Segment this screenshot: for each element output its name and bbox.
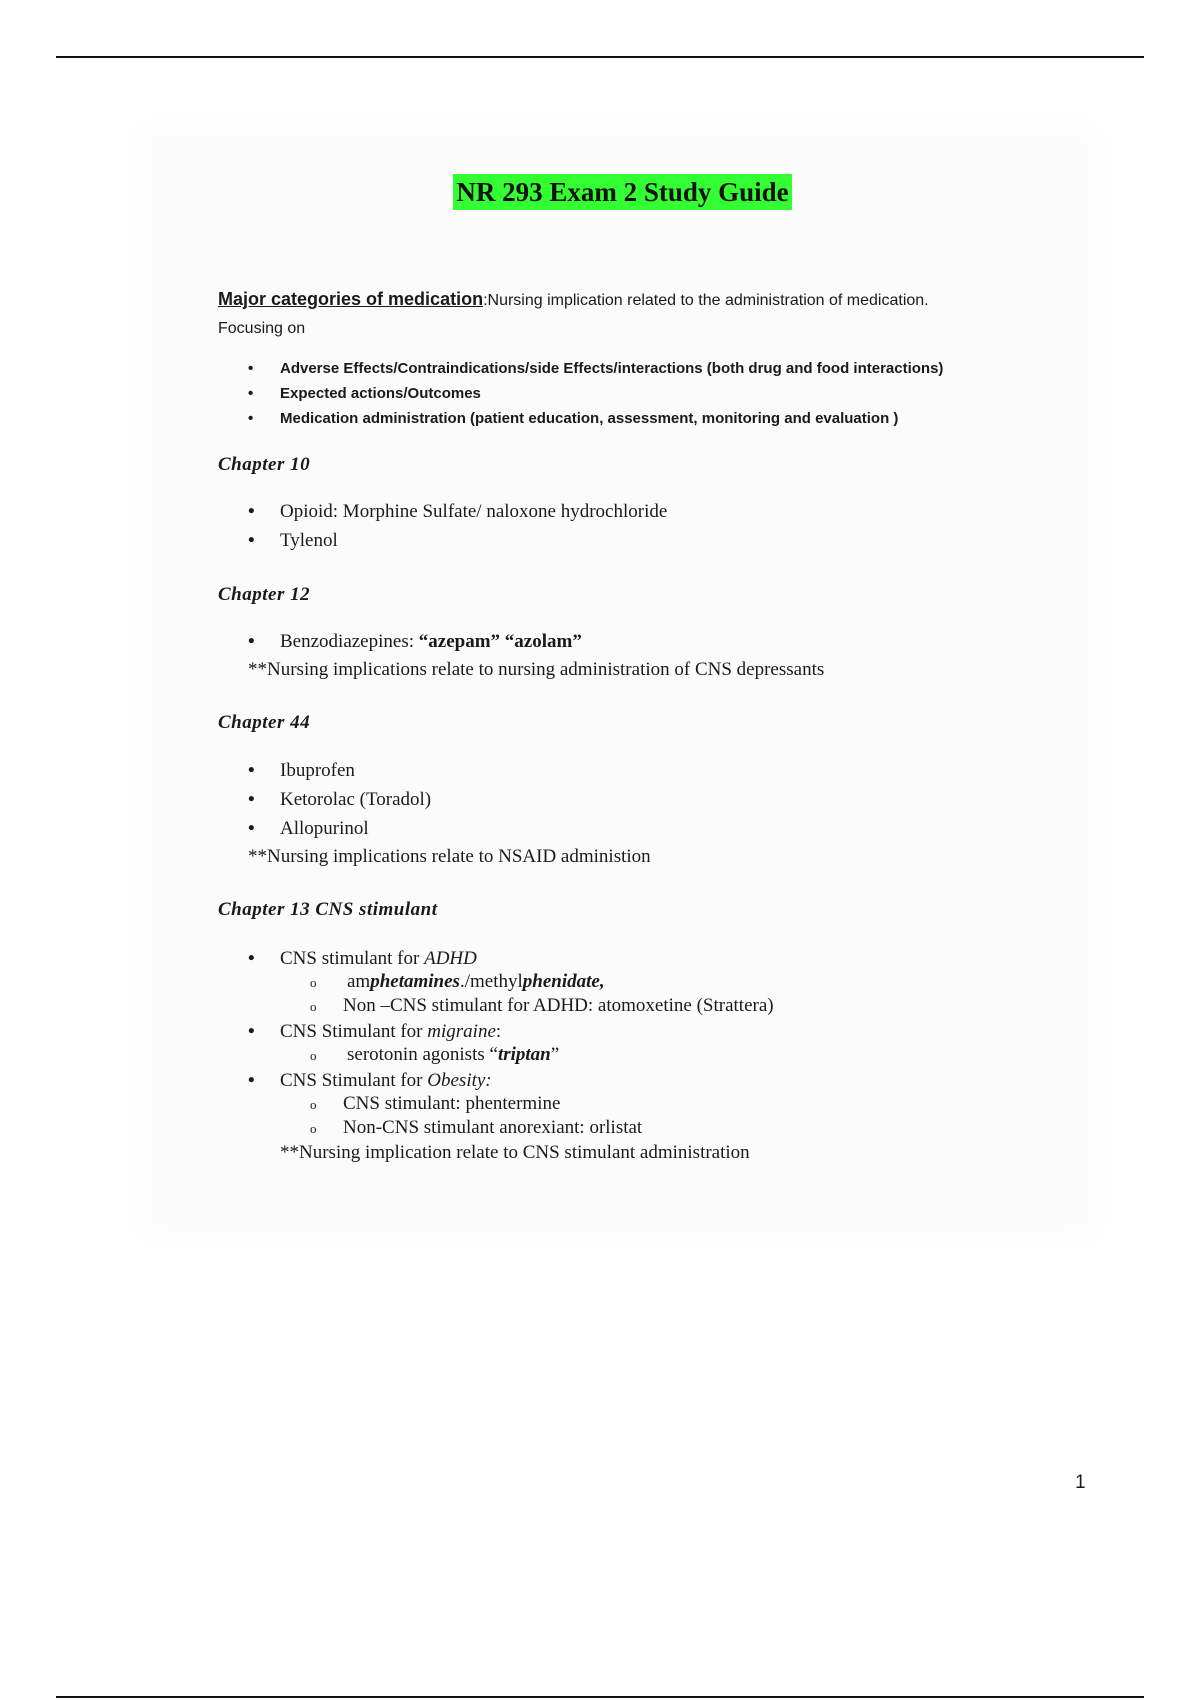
- list-item: [218, 1017, 501, 1046]
- list-item: • Allopurinol: [218, 814, 431, 843]
- phentermine: CNS stimulant: phentermine: [343, 1093, 561, 1114]
- benzo-suffixes: “azepam” “azolam”: [418, 631, 582, 652]
- list-item: [218, 944, 477, 973]
- adhd-sub-2: [310, 994, 774, 1019]
- list-item: • Medication administration (patient education, assessment, monitoring and evaluation ): [218, 406, 943, 431]
- benzo-prefix: Benzodiazepines:: [280, 631, 419, 652]
- chapter-44-list: [218, 756, 431, 843]
- chapter-12-heading: Chapter 12: [218, 584, 311, 605]
- obesity-sub-1: [310, 1092, 560, 1117]
- intro-text: :Nursing implication related to the administration of medication.: [483, 292, 929, 309]
- migraine-label: migraine: [427, 1021, 496, 1042]
- serotonin-suffix: ”: [550, 1044, 560, 1065]
- chapter-13-note: **Nursing implication relate to CNS stimulant administration: [280, 1142, 750, 1163]
- chapter-13-heading: Chapter 13 CNS stimulant: [218, 899, 438, 920]
- amph-d: phenidate,: [522, 971, 605, 992]
- title-block: [0, 174, 1200, 210]
- chapter-12-note: **Nursing implications relate to nursing administration of CNS depressants: [248, 659, 825, 680]
- migraine-list: [218, 1017, 501, 1046]
- chapter-12-list: [218, 627, 582, 656]
- list-item: • Opioid: Morphine Sulfate/ naloxone hydrochloride: [218, 497, 667, 526]
- chapter-44-heading: Chapter 44: [218, 712, 311, 733]
- chapter-10-heading: Chapter 10: [218, 454, 311, 475]
- migraine-prefix: CNS Stimulant for: [280, 1021, 428, 1042]
- adhd-sub-1: [310, 970, 605, 995]
- adhd-label: ADHD: [424, 948, 477, 969]
- amph-a: am: [347, 971, 371, 992]
- amph-c: ./methyl: [459, 971, 523, 992]
- page-number: 1: [1075, 1472, 1086, 1493]
- obesity-prefix: CNS Stimulant for: [280, 1070, 428, 1091]
- migraine-sub-1: [310, 1043, 559, 1068]
- sub-bullet: o: [310, 999, 317, 1014]
- bottom-rule: [56, 1696, 1144, 1698]
- obesity-list: [218, 1066, 492, 1095]
- list-item: • Expected actions/Outcomes: [218, 381, 943, 406]
- adhd-list: [218, 944, 477, 973]
- document-title: NR 293 Exam 2 Study Guide: [453, 174, 791, 210]
- sub-bullet: o: [310, 1121, 317, 1136]
- list-item: [218, 627, 582, 656]
- top-rule: [56, 56, 1144, 58]
- adhd-non-cns: Non –CNS stimulant for ADHD: atomoxetine (Strattera): [343, 995, 774, 1016]
- sub-bullet: o: [310, 1097, 317, 1112]
- list-item: • Adverse Effects/Contraindications/side Effects/interactions (both drug and food interactions): [218, 356, 943, 381]
- list-item: [218, 1066, 492, 1095]
- migraine-suffix: :: [495, 1021, 502, 1042]
- orlistat: Non-CNS stimulant anorexiant: orlistat: [343, 1117, 643, 1138]
- intro-paragraph: [218, 285, 1118, 343]
- chapter-10-list: [218, 497, 667, 555]
- serotonin-prefix: serotonin agonists “: [347, 1044, 498, 1065]
- obesity-label: Obesity:: [427, 1070, 492, 1091]
- focus-list: [218, 356, 943, 431]
- triptan: triptan: [497, 1044, 551, 1065]
- adhd-prefix: CNS stimulant for: [280, 948, 425, 969]
- intro-heading: Major categories of medication: [218, 289, 484, 309]
- intro-line2: Focusing on: [218, 320, 306, 337]
- sub-bullet: o: [310, 975, 317, 990]
- sub-bullet: o: [310, 1048, 317, 1063]
- list-item: • Ibuprofen: [218, 756, 431, 785]
- list-item: • Ketorolac (Toradol): [218, 785, 431, 814]
- chapter-44-note: **Nursing implications relate to NSAID administion: [248, 846, 651, 867]
- amph-b: phetamines: [370, 971, 460, 992]
- list-item: • Tylenol: [218, 526, 667, 555]
